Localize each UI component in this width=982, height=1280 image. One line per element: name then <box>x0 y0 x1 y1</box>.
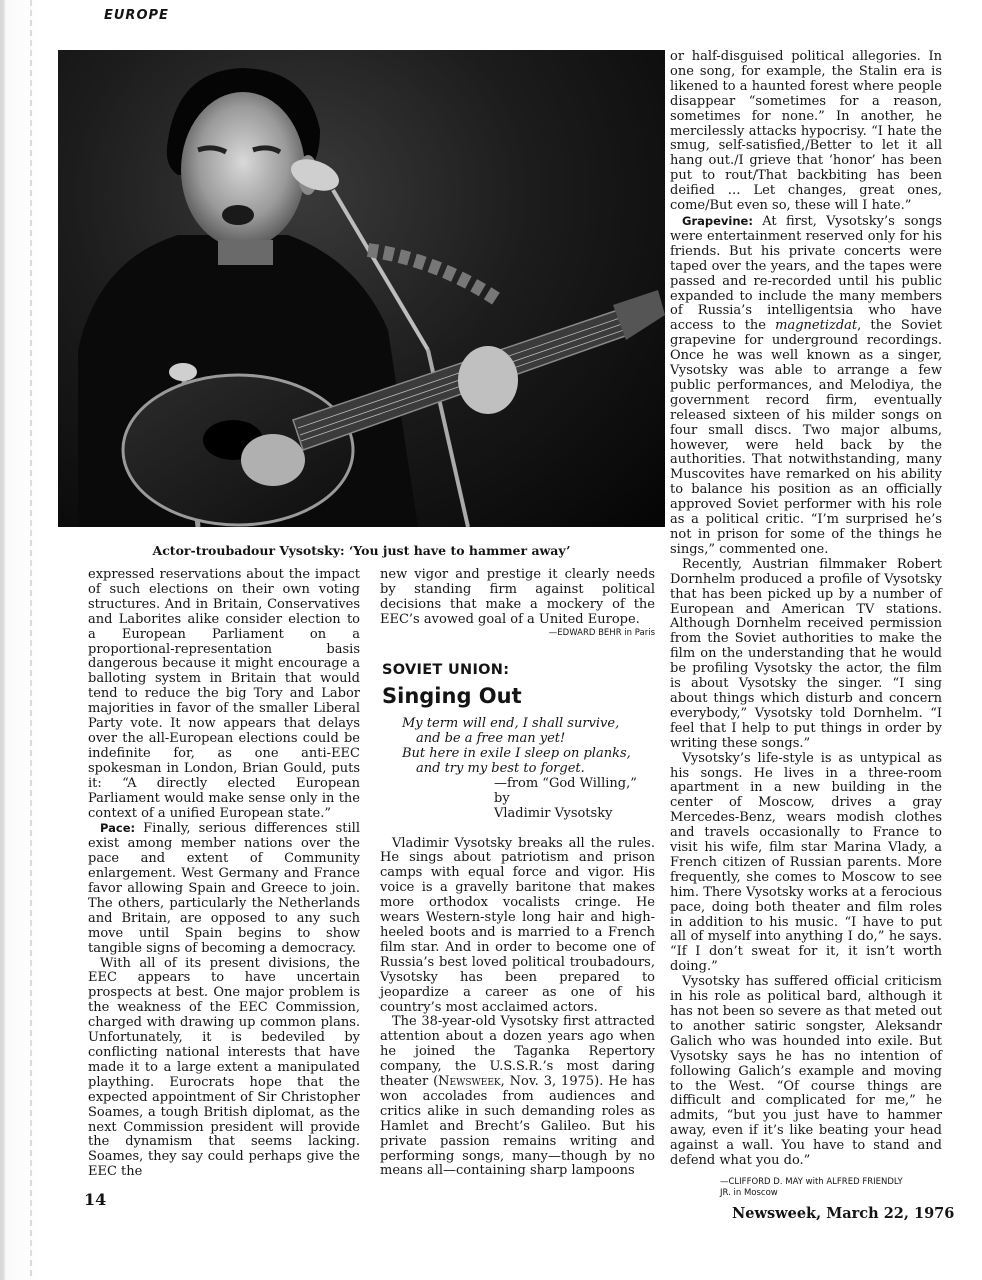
byline-may-cont: JR. in Moscow <box>720 1187 778 1198</box>
paragraph-text: , Nov. 3, 1975). He has won accolades from audiences and critics alike in such demanding roles as Hamlet and Brecht’s Galileo. But his private passion remains writing and performing songs, many—though by no means all—containing sharp lampoons <box>380 1074 655 1179</box>
column-1 <box>88 568 360 1180</box>
paragraph <box>88 821 360 956</box>
term-magnetizdat: magnetizdat <box>775 318 858 334</box>
byline-behr: —EDWARD BEHR in Paris <box>548 627 655 638</box>
article-photo <box>58 50 665 527</box>
column-2 <box>380 568 655 1179</box>
epigraph-line: and be a free man yet! <box>416 730 566 746</box>
column-3 <box>670 50 942 1199</box>
paragraph-text: Finally, serious differences still exist among member nations over the pace and extent of Community enlargement. West Germany and France favor allowing Spain and Greece to join. The others, particularly the Netherlands and Britain, are opposed to any such move until Spain begins to show tangible signs of becoming a democracy. <box>88 821 360 956</box>
epigraph-line: My term will end, I shall survive, <box>402 715 620 731</box>
epigraph-source: —from “God Willing,” by <box>494 775 637 806</box>
paragraph: With all of its present divisions, the EEC appears to have uncertain prospects at best. One major problem is the weakness of the EEC Commission, charged with drawing up common plans. Unfortunately, it is bedeviled by conflicting national interests that have made it to a large extent a manipulated plaything. Eurocrats hope that the expected appointment of Sir Christopher Soames, a tough British diplomat, as the next Commission president will provide the dynamism that seems lacking. Soames, they say could perhaps give the EEC the <box>88 955 360 1180</box>
paragraph-text: The 38-year-old Vysotsky first attracted attention about a dozen years ago when he joined the Taganka Repertory company, the U.S.S.R.’s most daring theater ( <box>380 1014 655 1090</box>
section-label: EUROPE <box>104 8 169 23</box>
photo-caption: Actor-troubadour Vysotsky: ‘You just have to hammer away’ <box>152 543 571 558</box>
paragraph: expressed reservations about the impact of such elections on their own voting structures. And in Britain, Conservatives and Laborites alike consider election to a European Parliament on a proportional-representation basis dangerous because it might encourage a balloting system in Britain that would tend to reduce the big Tory and Labor majorities in favor of the smaller Liberal Party vote. It now appears that delays over the all-European elections could be indefinite for, as one anti-EEC spokesman in London, Brian Gould, puts it: “A directly elected European Parliament would make sense only in the context of a unified European state.” <box>88 567 360 821</box>
magazine-name: Newsweek <box>438 1074 501 1090</box>
publication-footer: Newsweek, March 22, 1976 <box>732 1205 955 1222</box>
subhead-grapevine: Grapevine: <box>682 213 753 228</box>
paragraph: new vigor and prestige it clearly needs by standing firm against political decisions that make a mockery of the EEC’s avowed goal of a United Europe. <box>380 567 655 627</box>
epigraph <box>402 716 655 821</box>
paragraph: Vysotsky’s life-style is as untypical as his songs. He lives in a three-room apartment in a new building in the center of Moscow, drives a gray Mercedes-Benz, wears modish clothes and travels occasionally to France to visit his wife, film star Marina Vlady, a French citizen of Russian parents. More frequently, she comes to Moscow to see him. There Vysotsky works at a ferocious pace, doing both theater and film roles in addition to his music. “I have to put all of myself into anything I do,” he says. “If I don’t sweat for it, it isn’t worth doing.” <box>670 750 942 975</box>
paragraph-text: At first, Vysotsky’s songs were entertainment reserved only for his friends. But his private concerts were taped over the years, and the tapes were passed and re-recorded until his public expanded to include the many members of Russia’s intelligentsia who have access to the <box>670 213 942 334</box>
paragraph <box>380 1015 655 1179</box>
paragraph-text: , the Soviet grapevine for underground recordings. Once he was well known as a singer, Vysotsky was able to arrange a few public performances, and Melodiya, the government record firm, eventually released sixteen of his milder songs on four small discs. Two major albums, however, were held back by the authorities. That notwithstanding, many Muscovites have remarked on his ability to balance his position as an officially approved Soviet performer with his role as a political critic. “I’m surprised he’s not in prison for some of the things he sings,” commented one. <box>670 318 942 557</box>
paragraph: Recently, Austrian filmmaker Robert Dornhelm produced a profile of Vysotsky that has been picked up by a number of European and American TV stations. Although Dornhelm received permission from the Soviet authorities to make the film on the understanding that he would be profiling Vysotsky the actor, the film is about Vysotsky the singer. “I sing about things which disturb and concern everybody,” Vysotsky told Dornhelm. “I feel that I help to put things in order by writing these songs.” <box>670 556 942 751</box>
subhead-pace: Pace: <box>100 821 136 836</box>
page-number: 14 <box>84 1190 107 1209</box>
epigraph-source: Vladimir Vysotsky <box>494 805 613 821</box>
paragraph: Vysotsky has suffered official criticism in his role as political bard, although it has not been so severe as that meted out to another satiric songster, Aleksandr Galich who was hounded into exile. But Vysotsky says he has no intention of following Galich’s example and moving to the West. “Of course things are difficult and complicated for me,” he admits, “but you just have to hammer away, even if it’s like beating your head against a wall. You have to stand and defend what you do.” <box>670 974 942 1169</box>
photo-illustration <box>58 50 665 527</box>
article-headline: Singing Out <box>382 683 522 708</box>
article-kicker: SOVIET UNION: <box>382 661 510 678</box>
page-binding-edge <box>0 0 40 1280</box>
epigraph-line: and try my best to forget. <box>416 760 585 776</box>
epigraph-line: But here in exile I sleep on planks, <box>402 745 631 761</box>
paragraph: or half-disguised political allegories. In one song, for example, the Stalin era is likened to a haunted forest where people disappear “sometimes for a reason, sometimes for none.” In another, he mercilessly attacks hypocrisy. “I hate the smug, self-satisfied,/Better to let it all hang out./I grieve that ‘honor’ has been put to rout/That backbiting has been deified … Let changes, great ones, come/But even so, these will I hate.” <box>670 49 942 214</box>
paragraph: Vladimir Vysotsky breaks all the rules. He sings about patriotism and prison camps with equal force and vigor. His voice is a gravelly baritone that makes more orthodox vocalists cringe. He wears Western-style long hair and high-heeled boots and is married to a French film star. And in order to become one of Russia’s best loved political troubadours, Vysotsky has been prepared to jeopardize a career as one of his country’s most acclaimed actors. <box>380 835 655 1015</box>
paragraph <box>670 214 942 558</box>
byline-may: —CLIFFORD D. MAY with ALFRED FRIENDLY <box>720 1176 903 1187</box>
